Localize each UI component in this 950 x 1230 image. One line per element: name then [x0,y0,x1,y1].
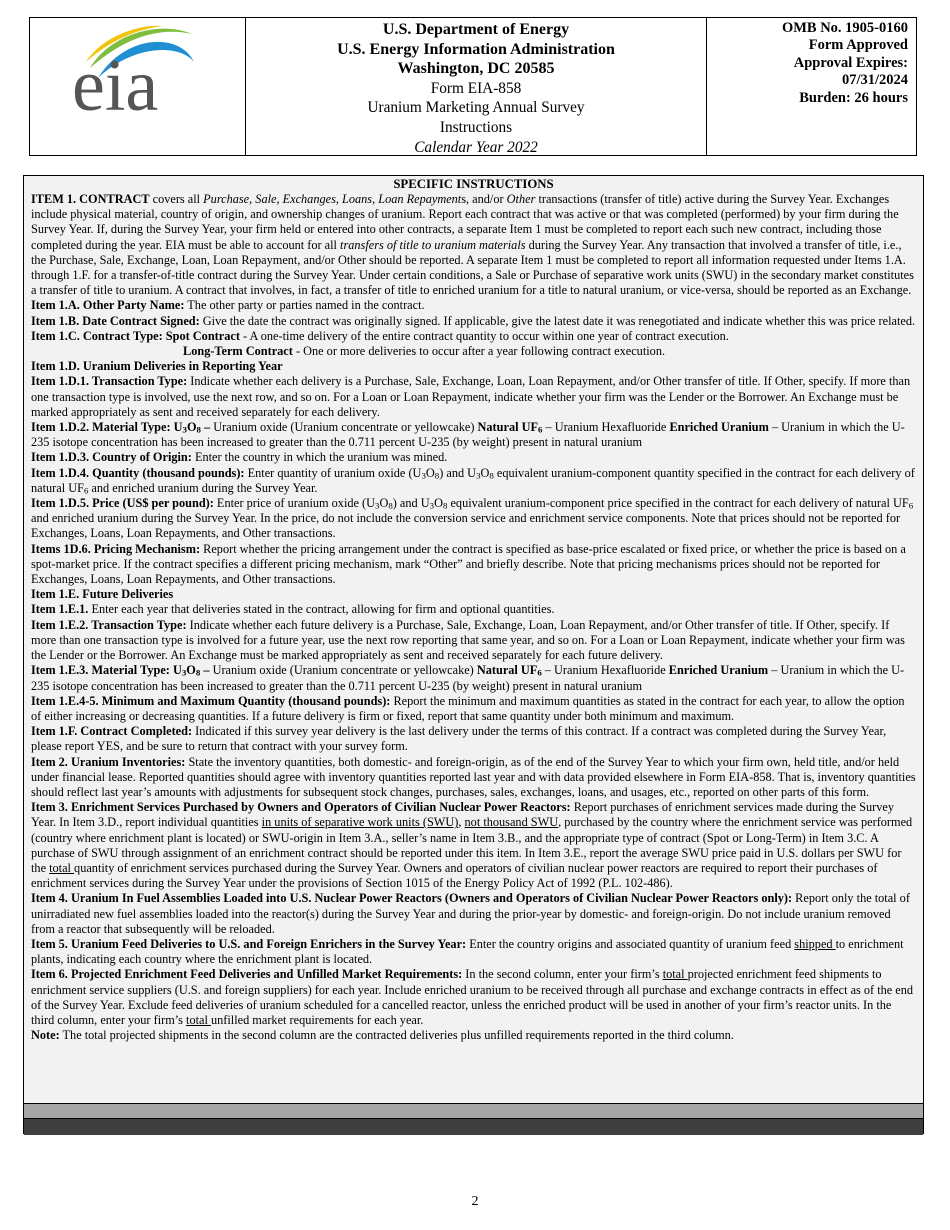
page-number: 2 [471,1194,479,1209]
form-number: Form EIA-858 [430,79,522,97]
omb-cell [707,18,916,155]
instructions-label: Instructions [439,118,513,136]
item-3: Item 3. Enrichment Services Purchased by Owners and Operators of Civilian Nuclear Power Reactors: Report purchases of enrichment services made during the Survey Year. In Item 3.D., report individual quantities in units of separative work units (SWU), not thousand SWU, purchased by the country where the enrichment service was performed (country where enrichment plant is located) or SWU-origin in Item 3.A., seller’s name in Item 3.B., and the appropriate type of contract (Spot or Long-Term) in Item 3.C. A purchase of SWU through assignment of an enrichment contract should be reported under this item. In Item 3.E., report the average SWU price paid in U.S. dollars per SWU for the total quantity of enrichment services purchased during the Survey Year. Owners and operators of civilian nuclear power reactors are required to report their purchases of enrichment services during the Survey Year under the provisions of Section 1015 of the Energy Policy Act of 1992 (P.L. 102-486). [31,800,913,891]
item-1d6: Items 1D.6. Pricing Mechanism: Report whether the pricing arrangement under the contract is specified as base-price escalated or fixed price, or whether the price is based on a spot-market price. If the contract specifies a different pricing mechanism, mark “Other” and briefly describe. Note that pricing mechanisms prices should not be reported for Exchanges, Loans, Loan Repayments, and Other transactions. [31,541,906,587]
item-1c-long-term: Long-Term Contract - One or more deliveries to occur after a year following contract execution. [183,344,666,359]
item-1d: Item 1.D. Uranium Deliveries in Reporting Year [31,359,283,374]
item-1a: Item 1.A. Other Party Name: The other party or parties named in the contract. [31,298,425,313]
item-1c: Item 1.C. Contract Type: Spot Contract - A one-time delivery of the entire contract quantity to occur within one year of contract execution. [31,328,729,343]
separator-bar-light [24,1103,923,1118]
approval-expires-date: 07/31/2024 [841,72,908,89]
eia-logo [30,18,246,155]
form-approved: Form Approved [808,37,908,54]
item-4: Item 4. Uranium In Fuel Assemblies Loaded into U.S. Nuclear Power Reactors (Owners and Operators of Civilian Nuclear Power Reactors only): Report only the total of unirradiated new fuel assemblies loaded into the reactor(s) during the Survey Year and during the prior-year by domestic- and foreign-origin. Do not include uranium removed from a reactor that subsequently will be reloaded. [31,891,910,936]
instructions-body [24,192,923,1043]
item-1-contract: ITEM 1. CONTRACT covers all Purchase, Sale, Exchanges, Loans, Loan Repayments, and/or Other transactions (transfer of title) active during the Survey Year. Exchanges include physical material, country of origin, and ownership changes of uranium. Report each contract that was active or that was completed (performed) by your firm during the Survey Year. If, during the Survey Year, your firm held or entered into other contracts, a separate Item 1 must be completed to report each such new contract, including those completed during the year. EIA must be able to account for all transfers of title to uranium materials during the Survey Year. Any transaction that involved a transfer of title, i.e., the Purchase, Sale, Exchange, Loan, Loan Repayment, and/or Other should be reported. A separate Item 1 must be completed to report all information requested under Items 1.A. through 1.F. for a transfer-of-title contract during the Survey Year. Under certain conditions, a Sale or Purchase of separative work units (SWU) in the secondary market constitutes a transfer of title to uranium. A contract that involves, in fact, a transfer of title to enriched uranium for a title to natural uranium, or vice-versa, should be reported as an Exchange. [31,192,914,298]
item-1f: Item 1.F. Contract Completed: Indicated if this survey year delivery is the last delivery under the terms of this contract. If a contract was completed during the Survey Year, please report YES, and be sure to return that contract with your survey form. [31,724,887,754]
item-1e2: Item 1.E.2. Transaction Type: Indicate whether each future delivery is a Purchase, Sale, Exchange, Loan, Loan Repayment, and/or Other transfer of title. If Other, specify. If more than one transaction type is involved for a future year, use the next row reporting that same year, and so on. For a Loan or Loan Repayment, indicate whether your firm was the Lender or the Borrower. An Exchange must be marked appropriately as sent and received separately for each future delivery. [31,617,905,663]
form-header [29,17,917,156]
agency-city: Washington, DC 20585 [397,60,555,78]
logo-text: eia [72,45,159,127]
item-1b: Item 1.B. Date Contract Signed: Give the date the contract was originally signed. If applicable, give the latest date it was renegotiated and indicate whether this was price related. [31,313,916,328]
note: Note: The total projected shipments in the second column are the contracted deliveries plus unfilled requirements reported in the third column. [31,1028,734,1043]
item-2: Item 2. Uranium Inventories: State the inventory quantities, both domestic- and foreign-origin, as of the end of the Survey Year to which your firm own, held title, and/or held under financial lease. Reported quantities should agree with inventory quantities reported last year and with data provided elsewhere in Form EIA-858. That is, inventory quantities should reflect last year’s amounts with adjustments for subsequent stock changes, purchases, sales, exchanges, loans, and usages, etc., reported on other parts of this form. [31,754,916,799]
item-1d5: Item 1.D.5. Price (US$ per pound): Enter price of uranium oxide (U3O8) and U3O8 equivalent uranium-component price specified in the contract for each delivery of natural UF6 and enriched uranium during the Survey Year. In the price, do not include the conversion service and enrichment service components. Note that prices should not be reported for Exchanges, Loans, Loan Repayments, and Other transactions. [31,496,914,541]
agency-name: U.S. Energy Information Administration [337,40,615,58]
department-name: U.S. Department of Energy [382,21,570,38]
omb-number: OMB No. 1905-0160 [781,20,908,36]
section-title: SPECIFIC INSTRUCTIONS [393,177,554,191]
item-1e: Item 1.E. Future Deliveries [31,587,174,602]
item-1d3: Item 1.D.3. Country of Origin: Enter the country in which the uranium was mined. [31,450,448,465]
item-1d1: Item 1.D.1. Transaction Type: Indicate whether each delivery is a Purchase, Sale, Exchange, Loan, Loan Repayment, and/or Other transfer of title. If Other, specify. If more than one transaction type is involved, use the next row, and so on. For a Loan or Loan Repayment, indicate whether your firm was the Lender or the Borrower. An Exchange must be marked appropriately as sent and received separately for each delivery. [31,374,911,419]
title-cell [246,18,707,155]
calendar-year: Calendar Year 2022 [414,138,538,156]
burden-hours: Burden: 26 hours [799,89,908,106]
item-6: Item 6. Projected Enrichment Feed Deliveries and Unfilled Market Requirements: In the second column, enter your firm’s total projected enrichment feed shipments to enrichment service suppliers (U.S. and foreign suppliers) for each year. Include enriched uranium to be received through all purchase and exchange contracts in effect as of the end of the Survey Year. Exclude feed deliveries of uranium scheduled for a cancelled reactor, unless the enriched product will be used in another of your firm’s reactor units. In the third column, enter your firm’s total unfilled market requirements for each year. [31,967,914,1027]
specific-instructions-panel [23,175,924,1134]
item-1d2: Item 1.D.2. Material Type: U3O8 – Uranium oxide (Uranium concentrate or yellowcake) Natural UF6 – Uranium Hexafluoride Enriched Uranium – Uranium in which the U-235 isotope concentration has been increased to greater than the 0.711 percent U-235 (by weight) present in natural uranium [31,420,905,450]
item-1e3: Item 1.E.3. Material Type: U3O8 – Uranium oxide (Uranium concentrate or yellowcake) Natural UF6 – Uranium Hexafluoride Enriched Uranium – Uranium in which the U-235 isotope concentration has been increased to greater than the 0.711 percent U-235 (by weight) present in natural uranium [31,663,905,693]
item-5: Item 5. Uranium Feed Deliveries to U.S. and Foreign Enrichers in the Survey Year: Enter the country origins and associated quantity of uranium feed shipped to enrichment plants, indicating each country where the enrichment plant is located. [31,936,904,967]
logo-cell [30,18,246,155]
item-1d4: Item 1.D.4. Quantity (thousand pounds): Enter quantity of uranium oxide (U3O8) and U3O8 equivalent uranium-component quantity specified in the contract for each delivery of natural UF6 and enriched uranium during the Survey Year. [31,465,915,496]
item-1e1: Item 1.E.1. Enter each year that deliveries stated in the contract, allowing for firm and optional quantities. [31,602,555,617]
separator-bar-dark [24,1118,923,1135]
survey-name: Uranium Marketing Annual Survey [367,99,585,117]
approval-expires-label: Approval Expires: [793,54,908,71]
item-1e45: Item 1.E.4-5. Minimum and Maximum Quantity (thousand pounds): Report the minimum and maximum quantities as stated in the contract for each year, to allow the option of either increasing or decreasing quantities. If a future delivery is firm or fixed, report that same quantity under both minimum and maximum. [31,693,905,723]
